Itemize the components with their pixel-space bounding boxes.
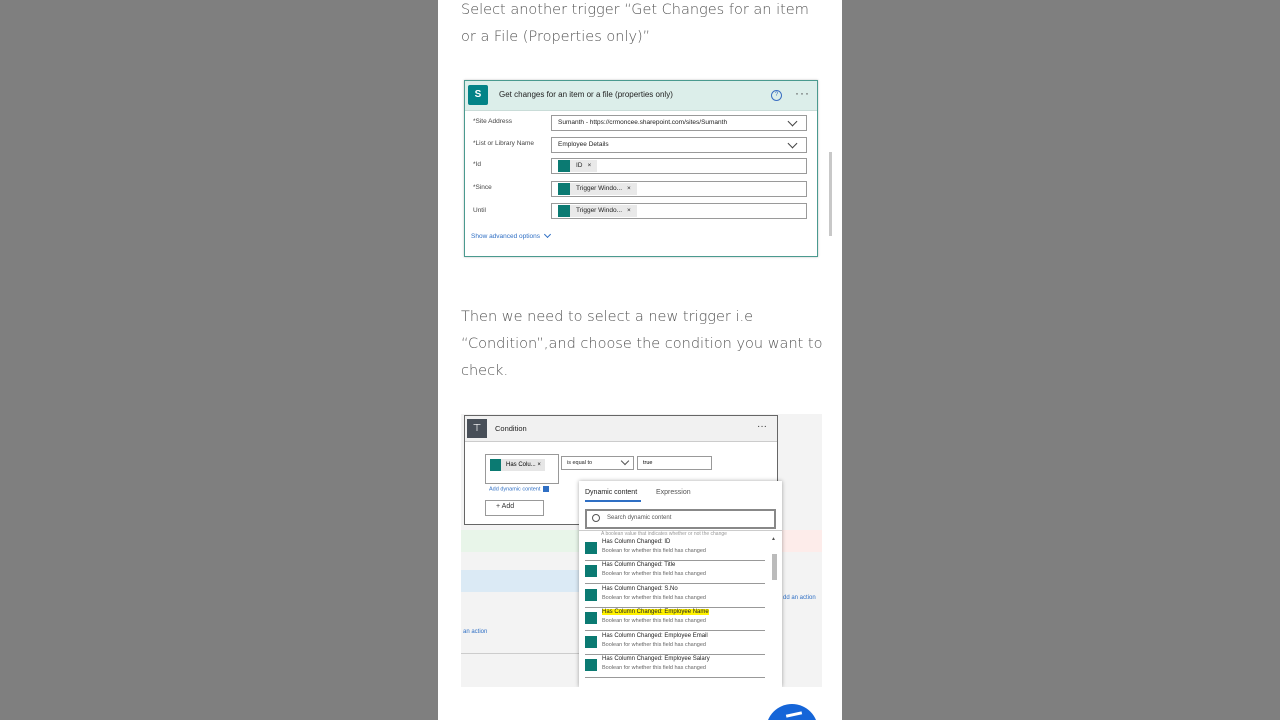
sharepoint-token-icon [585, 612, 597, 624]
item-name: Has Column Changed: ID [602, 539, 671, 545]
item-description: Boolean for whether this field has changed [602, 548, 706, 554]
list-name-dropdown[interactable] [551, 137, 807, 153]
dynamic-item[interactable] [585, 538, 765, 561]
sharepoint-token-icon [585, 636, 597, 648]
remove-token-icon[interactable]: × [537, 462, 541, 468]
sharepoint-trigger-card[interactable] [464, 80, 818, 257]
sharepoint-token-icon [490, 459, 501, 471]
item-name: Has Column Changed: Title [602, 562, 676, 568]
chevron-down-icon [621, 457, 629, 465]
id-token[interactable] [558, 160, 597, 172]
divider [461, 653, 581, 654]
instruction-text-2: Then we need to select a new trigger i.e “Condition”,and choose the condition you want to check. [461, 309, 823, 379]
token-label: ID [576, 162, 583, 169]
search-dynamic-content-input[interactable] [585, 509, 776, 529]
operator-dropdown[interactable] [561, 456, 634, 470]
sharepoint-token-icon [585, 589, 597, 601]
remove-token-icon[interactable]: × [587, 162, 592, 169]
condition-icon: ⊤ [467, 419, 487, 438]
search-icon [592, 514, 600, 522]
dynamic-item-highlighted[interactable] [585, 608, 765, 631]
tab-dynamic-content[interactable]: Dynamic content [585, 489, 638, 496]
item-name: Has Column Changed: Employee Email [602, 633, 708, 639]
token-label: Trigger Windo... [576, 185, 622, 192]
add-dynamic-content-link[interactable] [489, 486, 549, 492]
page-scrollbar[interactable] [829, 152, 832, 236]
scroll-thumb[interactable] [772, 554, 777, 580]
dynamic-item[interactable] [585, 655, 765, 678]
sharepoint-token-icon [585, 565, 597, 577]
show-advanced-options-link[interactable] [471, 232, 550, 240]
id-field[interactable] [551, 158, 807, 174]
sharepoint-token-icon [558, 183, 570, 195]
advanced-link-label: Show advanced options [471, 233, 541, 240]
remove-token-icon[interactable]: × [627, 207, 631, 214]
trigger-card-title: Get changes for an item or a file (properties only) [499, 90, 673, 99]
since-label: *Since [473, 184, 492, 191]
dynamic-item[interactable] [585, 585, 765, 608]
sharepoint-token-icon [558, 160, 570, 172]
since-field[interactable] [551, 181, 807, 197]
add-action-link-left[interactable]: an action [463, 629, 488, 635]
token-label: Trigger Windo... [576, 207, 622, 214]
instruction-text-1: Select another trigger “Get Changes for an item or a File (Properties only)” [461, 2, 809, 45]
id-label: *Id [473, 161, 481, 168]
dynamic-content-icon [543, 486, 549, 492]
branch-action-area [461, 570, 583, 592]
chevron-down-icon[interactable] [788, 117, 798, 127]
more-options-icon[interactable]: ··· [757, 421, 767, 432]
floating-action-button[interactable] [766, 704, 818, 720]
condition-screenshot [461, 414, 822, 687]
item-description: Boolean for whether this field has changed [602, 642, 706, 648]
add-dynamic-label: Add dynamic content [489, 486, 541, 493]
scroll-up-icon[interactable]: ▲ [771, 536, 776, 542]
trigger-card-header[interactable] [465, 81, 817, 111]
site-address-label: *Site Address [473, 118, 513, 125]
sharepoint-icon: S [468, 85, 488, 105]
item-description: Boolean for whether this field has changed [602, 595, 706, 601]
item-description: Boolean for whether this field has changed [602, 665, 706, 671]
sharepoint-token-icon [585, 542, 597, 554]
condition-right-operand[interactable] [637, 456, 712, 470]
if-no-branch [779, 530, 822, 552]
dynamic-item[interactable] [585, 561, 765, 584]
clipped-item-text: A boolean value that indicates whether or not the change [601, 531, 727, 537]
condition-title: Condition [495, 424, 527, 433]
if-yes-branch [461, 530, 583, 552]
remove-token-icon[interactable]: × [627, 185, 631, 192]
tab-expression[interactable]: Expression [656, 489, 691, 496]
site-address-dropdown[interactable] [551, 115, 807, 131]
add-action-link-right[interactable]: dd an action [783, 595, 816, 601]
dynamic-content-panel[interactable] [579, 481, 782, 687]
condition-left-operand[interactable] [485, 454, 559, 484]
item-name: Has Column Changed: S.No [602, 586, 678, 592]
list-name-label: *List or Library Name [473, 140, 535, 147]
site-address-value: Sumanth - https://crmoncee.sharepoint.com/sites/Sumanth [558, 119, 728, 126]
more-options-icon[interactable]: ··· [795, 86, 810, 100]
dynamic-item[interactable] [585, 632, 765, 655]
item-description: Boolean for whether this field has changed [602, 618, 706, 624]
sharepoint-token-icon [585, 659, 597, 671]
until-label: Until [473, 207, 487, 214]
chevron-down-icon[interactable] [788, 139, 798, 149]
token-label: Has Colu... [506, 462, 536, 468]
right-operand-value: true [643, 460, 653, 466]
active-tab-indicator [585, 500, 641, 502]
operator-value: is equal to [567, 460, 593, 466]
panel-scrollbar[interactable] [771, 536, 777, 684]
since-token[interactable] [558, 183, 637, 195]
item-name: Has Column Changed: Employee Name [602, 609, 709, 615]
item-description: Boolean for whether this field has changed [602, 571, 706, 577]
condition-header[interactable] [465, 416, 777, 442]
chevron-down-icon [544, 231, 551, 238]
until-field[interactable] [551, 203, 807, 219]
article-page [438, 0, 842, 720]
until-token[interactable] [558, 205, 637, 217]
search-placeholder: Search dynamic content [607, 515, 672, 521]
help-icon[interactable]: ? [771, 90, 782, 101]
has-column-token[interactable] [490, 459, 545, 471]
sharepoint-token-icon [558, 205, 570, 217]
list-name-value: Employee Details [558, 141, 609, 148]
add-button-label: + Add [496, 503, 515, 510]
item-name: Has Column Changed: Employee Salary [602, 656, 710, 662]
add-button[interactable] [485, 500, 544, 516]
